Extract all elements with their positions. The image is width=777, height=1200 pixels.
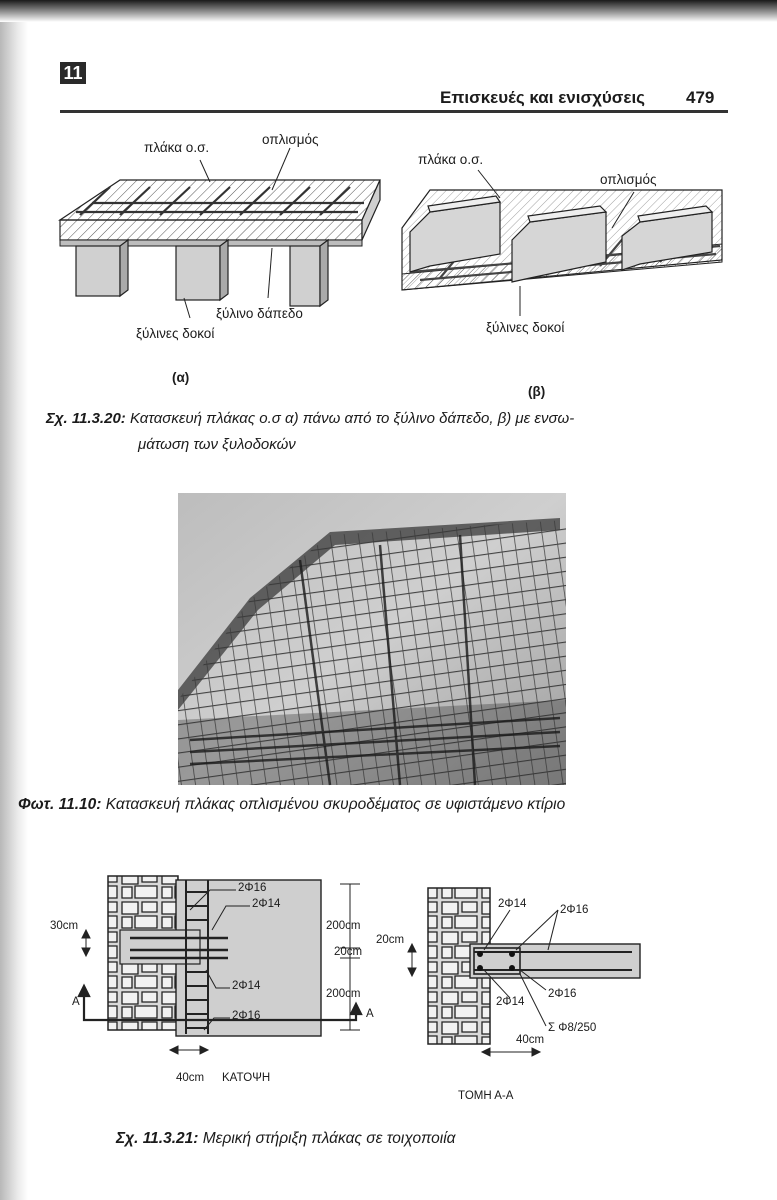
- fig-a-label-beams: ξύλινες δοκοί: [136, 326, 215, 341]
- plan-section-mark-right: Α: [366, 1008, 374, 1020]
- fig-11-3-21-caption: [116, 1130, 455, 1148]
- plan-dim-middle: 20cm: [334, 946, 363, 958]
- photo-11-10-caption-number: Φωτ. 11.10:: [18, 796, 102, 813]
- plan-bar-bottom: 2Φ16: [232, 1010, 261, 1022]
- section-bar-top-right: 2Φ16: [560, 904, 589, 916]
- fig-b-label-rebar: οπλισμός: [600, 172, 657, 187]
- plan-bar-second: 2Φ14: [252, 898, 281, 910]
- fig-a-label-rebar: οπλισμός: [262, 132, 319, 147]
- plan-bar-top: 2Φ16: [238, 882, 267, 894]
- fig-11-3-21-caption-number: Σχ. 11.3.21:: [116, 1130, 199, 1147]
- plan-dim-lower: 200cm: [326, 988, 361, 1000]
- fig-a-label-floor: ξύλινο δάπεδο: [216, 306, 303, 321]
- fig-a-tag: (α): [172, 370, 190, 385]
- fig-11-3-20-caption-number: Σχ. 11.3.20:: [46, 410, 126, 427]
- plan-bar-lower: 2Φ14: [232, 980, 261, 992]
- fig-b-tag: (β): [528, 384, 546, 399]
- plan-section-mark-left: Α: [72, 996, 80, 1008]
- section-bar-bottom-left: 2Φ14: [496, 996, 525, 1008]
- section-title: ΤΟΜΗ Α-Α: [458, 1090, 514, 1102]
- fig-a-label-slab: πλάκα ο.σ.: [144, 140, 210, 155]
- section-bar-top-left: 2Φ14: [498, 898, 527, 910]
- chapter-number: 11: [60, 62, 86, 84]
- plan-dim-left: 30cm: [50, 920, 79, 932]
- running-header-title: Επισκευές και ενισχύσεις: [440, 88, 646, 107]
- section-dim-width: 40cm: [516, 1034, 545, 1046]
- plan-dim-width: 40cm: [176, 1072, 205, 1084]
- section-bar-bottom-right: 2Φ16: [548, 988, 577, 1000]
- section-slab: [470, 944, 640, 978]
- photo-11-10-caption-text: Κατασκευή πλάκας οπλισμένου σκυροδέματος σε υφιστάμενο κτίριο: [105, 796, 566, 813]
- fig-b-label-beams: ξύλινες δοκοί: [486, 320, 565, 335]
- section-dim-height: 20cm: [376, 934, 405, 946]
- plan-title: ΚΑΤΟΨΗ: [222, 1072, 271, 1084]
- fig-11-3-21-caption-text: Μερική στήριξη πλάκας σε τοιχοποιία: [202, 1130, 456, 1147]
- section-stirrups: Σ Φ8/250: [548, 1022, 597, 1034]
- fig-11-3-20-caption-line2: μάτωση των ξυλοδοκών: [138, 436, 296, 453]
- fig-b-label-slab: πλάκα ο.σ.: [418, 152, 484, 167]
- plan-dim-upper: 200cm: [326, 920, 361, 932]
- page-number: 479: [686, 88, 715, 107]
- fig-11-3-20-caption-text-1: Κατασκευή πλάκας ο.σ α) πάνω από το ξύλινο δάπεδο, β) με ενσω-: [129, 410, 575, 427]
